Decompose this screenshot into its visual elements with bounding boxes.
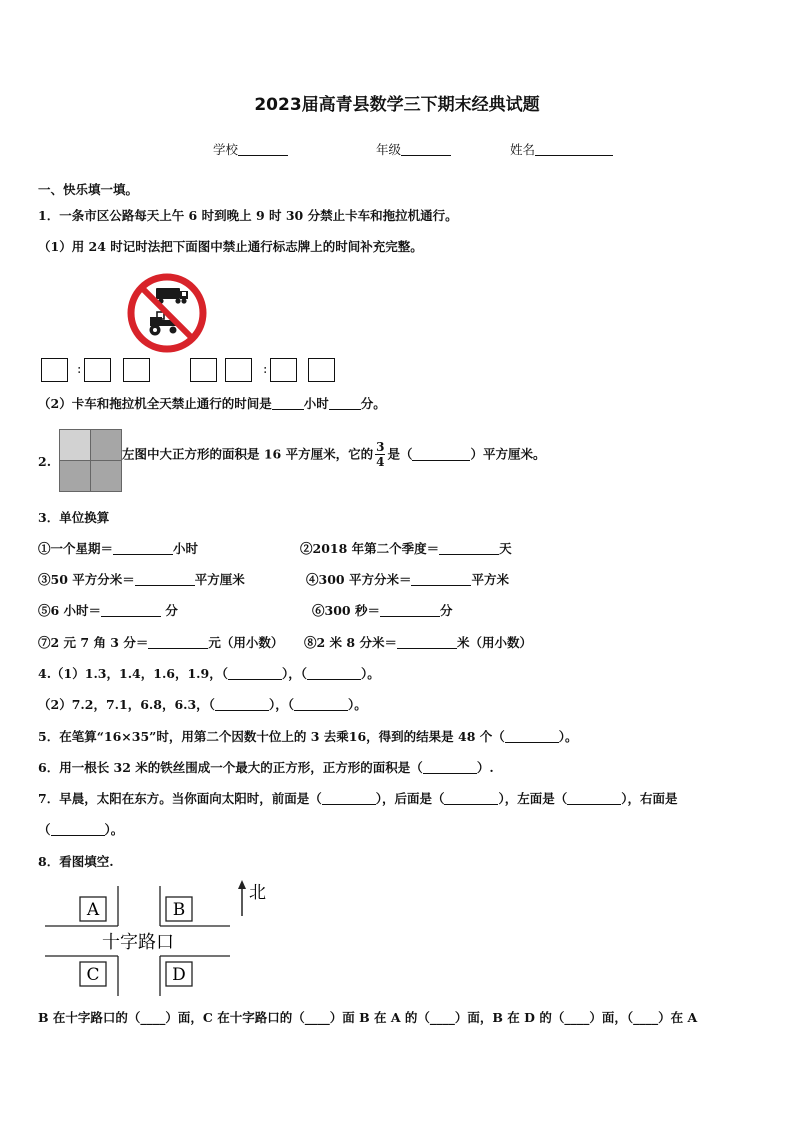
north-label: 北 [249,883,266,903]
q6-blank[interactable] [423,761,477,774]
q3-item-2-a: ②2018 年第二个季度＝ [300,541,440,556]
q2-text [122,440,546,469]
label-d: D [172,965,186,985]
name-label: 姓名 [510,142,536,157]
end-minute-tens-box[interactable] [270,358,297,382]
q4-line1-c: ）。 [361,666,380,681]
school-field [213,142,288,158]
page-title: 2023届高青县数学三下期末经典试题 [254,95,540,115]
q8-bottom: B 在十字路口的（____）面，C 在十字路口的（____）面 B 在 A 的（____）面，B 在 D 的（____）面，（____）在 A [38,1010,698,1025]
name-field [510,142,613,158]
q3-item-8-blank[interactable] [397,636,457,649]
q1-stem: 1．一条市区公路每天上午 6 时到晚上 9 时 30 分禁止卡车和拖拉机通行。 [38,208,458,223]
q3-item-2-blank[interactable] [439,542,499,555]
q3-item-3-blank[interactable] [135,573,195,586]
q3-item-6-blank[interactable] [380,604,440,617]
start-hour-units-box[interactable] [84,358,111,382]
q7-text-e: （ [38,822,51,837]
name-blank[interactable] [535,143,613,156]
q1-part2 [38,396,386,412]
q4-line2-a: （2）7.2，7.1，6.8，6.3，（ [38,697,215,712]
q3-item-7-b: 元（用小数） [208,635,284,650]
q3-item-5-a: ⑤6 小时＝ [38,603,102,618]
q1-part2-text-c: 分。 [360,396,386,411]
grade-blank[interactable] [401,143,451,156]
q5-blank[interactable] [505,730,559,743]
q5 [38,729,578,745]
q3-item-7-blank[interactable] [148,636,208,649]
q3-item-4-a: ④300 平方分米＝ [306,572,412,587]
q3-item-4 [306,572,509,588]
q7-left-blank[interactable] [567,792,621,805]
grade-field [376,142,451,158]
q7-back-blank[interactable] [444,792,498,805]
north-arrow-icon [238,880,246,916]
school-blank[interactable] [238,143,288,156]
q3-item-7-a: ⑦2 元 7 角 3 分＝ [38,635,149,650]
q8-heading: 8．看图填空. [38,854,114,869]
q3-item-8-a: ⑧2 米 8 分米＝ [304,635,397,650]
q3-item-5-b: 分 [161,603,178,618]
q3-item-3 [38,572,245,588]
q4-line1 [38,666,380,682]
end-minute-units-box[interactable] [308,358,335,382]
fraction-denominator: 4 [376,455,385,469]
crossroad-diagram [40,878,280,1000]
q3-heading: 3．单位换算 [38,510,110,525]
q3-item-6 [312,603,452,619]
section-heading: 一、快乐填一填。 [38,182,139,197]
start-colon: : [77,362,82,377]
end-hour-tens-box[interactable] [190,358,217,382]
q7-front-blank[interactable] [322,792,376,805]
q3-item-8-b: 米（用小数） [456,635,532,650]
minutes-blank[interactable] [329,397,361,410]
q3-item-1-a: ①一个星期＝ [38,541,114,556]
q4-line1-b: ），（ [282,666,308,681]
q4-line2-c: ）。 [347,697,367,712]
q7-text-f: ）。 [104,822,124,837]
label-c: C [86,965,100,985]
q7-text-c: ），左面是（ [498,791,568,806]
end-hour-units-box[interactable] [225,358,252,382]
q3-item-6-b: 分 [439,603,453,618]
fraction [375,440,385,469]
q3-item-1-blank[interactable] [113,542,173,555]
q4-line2-blank1[interactable] [215,698,269,711]
q4-line1-a: 4.（1）1.3，1.4，1.6，1.9，（ [38,666,228,681]
label-b: B [172,900,186,920]
grade-label: 年级 [376,142,402,157]
no-truck-tractor-sign [126,272,208,354]
q4-line2-b: ），（ [268,697,294,712]
q3-item-6-a: ⑥300 秒＝ [312,603,380,618]
q1-part2-text-a: （2）卡车和拖拉机全天禁止通行的时间是 [38,396,272,411]
q7-text-b: ），后面是（ [375,791,445,806]
q3-item-2-b: 天 [499,541,512,556]
q4-line2-blank2[interactable] [294,698,348,711]
q3-item-2 [300,541,512,557]
q7-text-d: ），右面是 [621,791,678,806]
q3-item-3-a: ③50 平方分米＝ [38,572,135,587]
end-colon: : [263,362,268,377]
q4-line1-blank2[interactable] [307,667,361,680]
q7-right-blank[interactable] [51,823,105,836]
q6 [38,760,494,776]
q7-line1 [38,791,678,807]
q2-number: 2. [38,454,52,469]
q1-part1: （1）用 24 时记时法把下面图中禁止通行标志牌上的时间补充完整。 [38,239,423,254]
hours-blank[interactable] [272,397,304,410]
start-hour-tens-box[interactable] [41,358,68,382]
q3-item-4-b: 平方米 [471,572,509,587]
q5-text-b: ）。 [558,729,578,744]
q4-line1-blank1[interactable] [228,667,282,680]
q3-item-5 [38,603,178,619]
q4-line2 [38,697,367,713]
crossroad-label: 十字路口 [102,932,174,953]
q3-item-5-blank[interactable] [101,604,161,617]
q7-line2 [38,822,123,838]
q3-item-7 [38,635,283,651]
q3-item-1 [38,541,198,557]
label-a: A [86,900,100,920]
q6-text-b: ）. [476,760,494,775]
q2-blank[interactable] [412,448,470,461]
q7-text-a: 7．早晨，太阳在东方。当你面向太阳时，前面是（ [38,791,322,806]
q1-part2-text-b: 小时 [303,396,329,411]
q3-item-1-b: 小时 [173,541,199,556]
start-minute-box[interactable] [123,358,150,382]
q5-text-a: 5．在笔算“16×35”时，用第二个因数十位上的 3 去乘16，得到的结果是 48 个（ [38,729,505,744]
q3-item-4-blank[interactable] [411,573,471,586]
q3-item-3-b: 平方厘米 [194,572,245,587]
fraction-numerator: 3 [376,440,385,454]
q3-item-8 [304,635,532,651]
q2-text-a: 左图中大正方形的面积是 16 平方厘米，它的 [122,446,374,462]
square-grid-figure [59,429,123,493]
school-label: 学校 [213,142,239,157]
q6-text-a: 6．用一根长 32 米的铁丝围成一个最大的正方形，正方形的面积是（ [38,760,423,775]
q2-text-c: ）平方厘米。 [470,446,546,462]
q2-text-b: 是（ [387,446,413,462]
